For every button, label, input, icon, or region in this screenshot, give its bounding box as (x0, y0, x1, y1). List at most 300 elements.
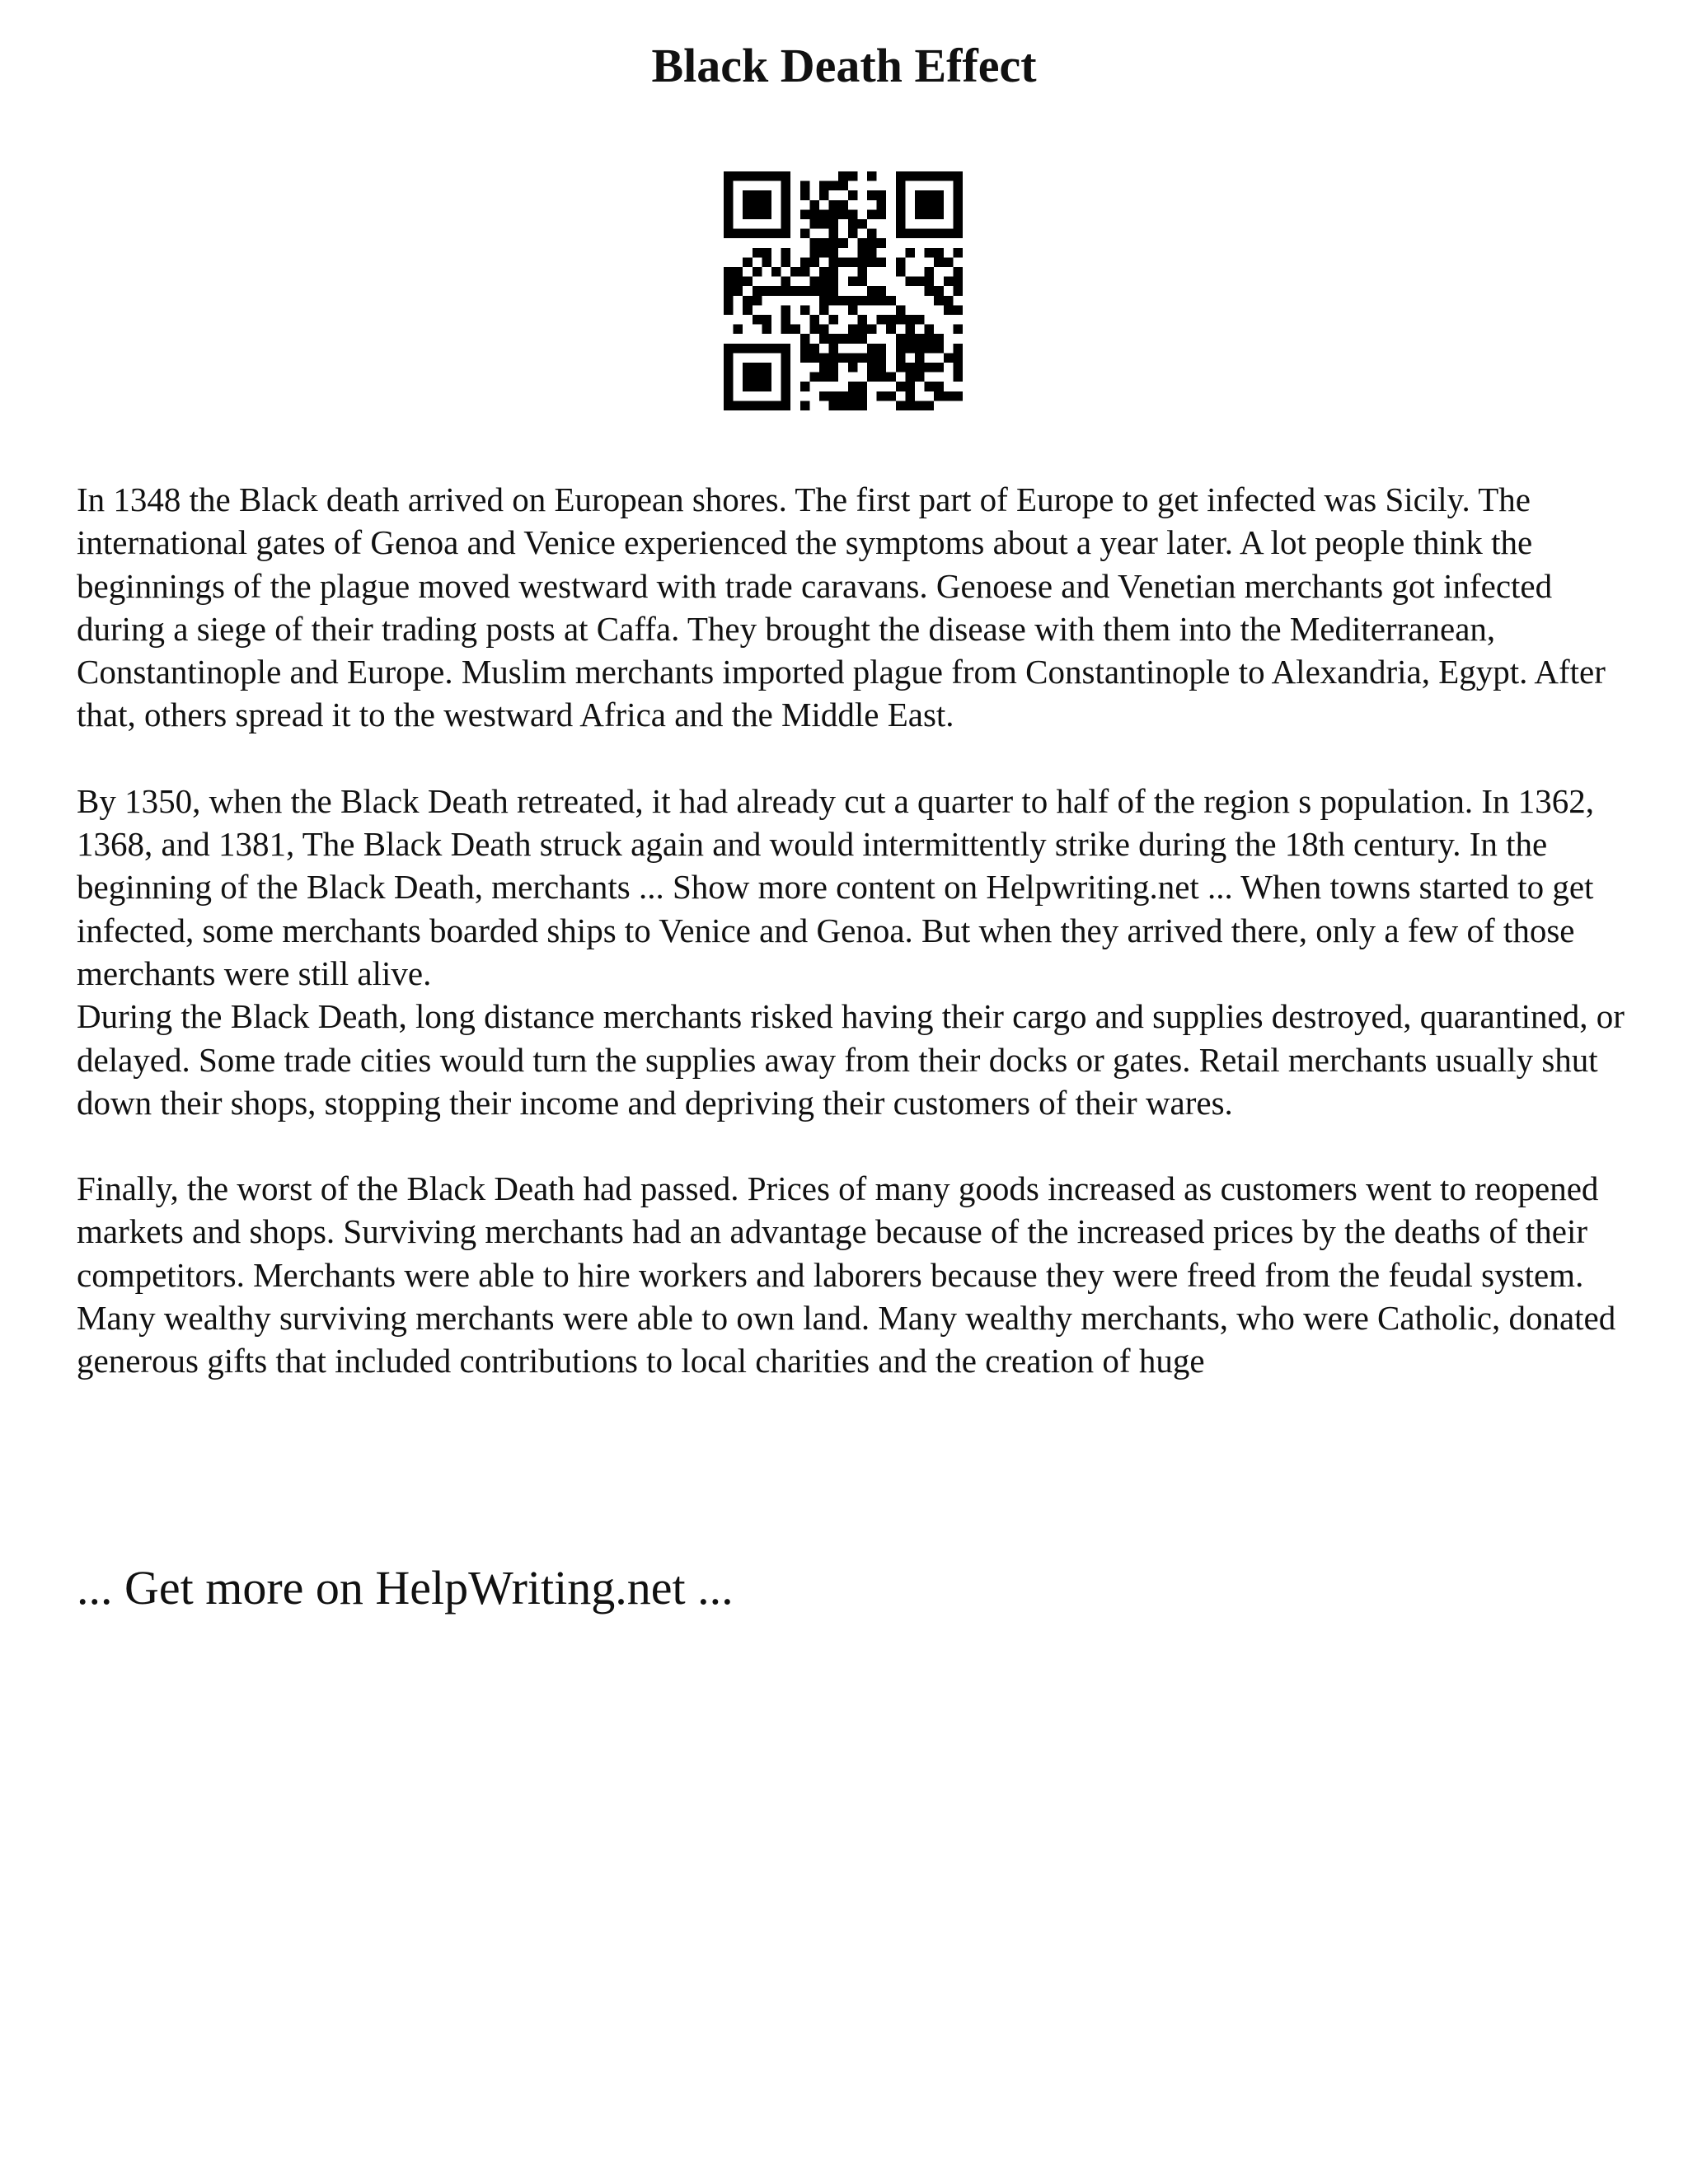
qr-module (838, 171, 848, 181)
qr-module (925, 334, 935, 344)
qr-module (771, 286, 781, 296)
qr-module (848, 229, 858, 239)
qr-module (781, 401, 791, 410)
qr-module (896, 181, 906, 191)
qr-module (896, 305, 906, 315)
qr-module (724, 296, 734, 306)
qr-module (753, 315, 762, 325)
qr-code-icon[interactable] (724, 171, 963, 410)
qr-module (896, 209, 906, 219)
qr-module (819, 267, 829, 277)
qr-module (829, 401, 839, 410)
qr-module (905, 229, 915, 239)
qr-module (944, 305, 954, 315)
qr-module (857, 267, 867, 277)
qr-module (800, 344, 810, 354)
qr-module (925, 401, 935, 410)
qr-module (934, 190, 944, 200)
qr-module (809, 325, 819, 335)
qr-module (800, 181, 810, 191)
paragraph-1: In 1348 the Black death arrived on European shores. The first part of Europe to get infected was Sicily. The international gates of Genoa and Venice experienced the symptoms about a year later. A lot people think the beginnings of the plague moved westward with trade caravans. Genoese and Venetian merchants got infected during a siege of their trading posts at Caffa. They brought the disease with them into the Mediterranean, Constantinople and Europe. Muslim merchants imported plague from Constantinople to Alexandria, Egypt. After that, others spread it to the westward Africa and the Middle East. (77, 480, 1606, 734)
qr-module (809, 209, 819, 219)
qr-module (753, 286, 762, 296)
qr-module (848, 277, 858, 287)
qr-module (724, 200, 734, 210)
paragraph-gap (77, 1124, 1626, 1167)
qr-module (809, 200, 819, 210)
qr-module (809, 286, 819, 296)
qr-module (829, 334, 839, 344)
qr-module (867, 257, 877, 267)
qr-module (734, 325, 743, 335)
qr-module (829, 391, 839, 401)
qr-module (905, 382, 915, 391)
qr-module (829, 267, 839, 277)
qr-module (762, 171, 771, 181)
qr-module (953, 344, 963, 354)
qr-module (724, 363, 734, 373)
qr-module (877, 344, 887, 354)
qr-module (771, 171, 781, 181)
qr-module (724, 373, 734, 382)
qr-module (905, 171, 915, 181)
qr-module (944, 277, 954, 287)
qr-module (781, 190, 791, 200)
qr-module (915, 353, 925, 363)
qr-module (753, 200, 762, 210)
qr-module (819, 305, 829, 315)
qr-module (819, 181, 829, 191)
qr-module (753, 190, 762, 200)
qr-module (953, 200, 963, 210)
qr-module (743, 296, 753, 306)
qr-module (809, 248, 819, 258)
qr-module (809, 277, 819, 287)
qr-module (915, 171, 925, 181)
qr-module (819, 219, 829, 229)
qr-module (915, 209, 925, 219)
qr-module (896, 382, 906, 391)
qr-module (762, 248, 771, 258)
qr-module (800, 257, 810, 267)
qr-module (944, 391, 954, 401)
qr-module (781, 391, 791, 401)
qr-module (743, 209, 753, 219)
qr-module (925, 171, 935, 181)
paragraph-gap (77, 737, 1626, 780)
qr-module (819, 248, 829, 258)
qr-module (925, 286, 935, 296)
qr-module (905, 277, 915, 287)
qr-module (934, 296, 944, 306)
qr-module (905, 315, 915, 325)
qr-module (944, 296, 954, 306)
qr-module (934, 344, 944, 354)
qr-module (734, 401, 743, 410)
qr-module (753, 229, 762, 239)
qr-module (781, 373, 791, 382)
qr-module (896, 401, 906, 410)
qr-module (762, 373, 771, 382)
qr-module (781, 209, 791, 219)
qr-module (781, 229, 791, 239)
qr-module (953, 305, 963, 315)
qr-code-graphic (724, 171, 963, 410)
qr-module (877, 315, 887, 325)
qr-module (753, 267, 762, 277)
qr-module (781, 315, 791, 325)
qr-module (809, 257, 819, 267)
qr-module (781, 200, 791, 210)
qr-module (800, 190, 810, 200)
qr-module (867, 229, 877, 239)
qr-module (819, 391, 829, 401)
qr-module (953, 373, 963, 382)
qr-module (867, 190, 877, 200)
qr-module (857, 296, 867, 306)
get-more-link[interactable]: ... Get more on HelpWriting.net ... (77, 1561, 734, 1615)
qr-module (724, 190, 734, 200)
qr-module (877, 286, 887, 296)
qr-module (896, 200, 906, 210)
qr-module (743, 373, 753, 382)
qr-module (724, 229, 734, 239)
qr-module (857, 391, 867, 401)
qr-module (848, 391, 858, 401)
qr-module (857, 248, 867, 258)
qr-module (734, 344, 743, 354)
qr-module (886, 391, 896, 401)
qr-module (848, 325, 858, 335)
qr-module (819, 353, 829, 363)
qr-module (753, 382, 762, 391)
qr-module (781, 305, 791, 315)
qr-module (829, 181, 839, 191)
qr-module (857, 277, 867, 287)
qr-module (734, 229, 743, 239)
qr-module (800, 353, 810, 363)
qr-module (762, 315, 771, 325)
qr-module (829, 200, 839, 210)
qr-module (915, 363, 925, 373)
qr-module (771, 344, 781, 354)
qr-module (925, 382, 935, 391)
paragraph-4: Finally, the worst of the Black Death had passed. Prices of many goods increased as customers went to reopened markets and shops. Surviving merchants had an advantage because of the increased prices by the deaths of their competitors. Merchants were able to hire workers and laborers because they were freed from the feudal system. Many wealthy surviving merchants were able to own land. Many wealthy merchants, who were Catholic, donated generous gifts that included contributions to local charities and the creation of huge (77, 1169, 1616, 1380)
qr-module (867, 238, 877, 248)
qr-module (743, 401, 753, 410)
qr-module (743, 190, 753, 200)
qr-module (944, 229, 954, 239)
qr-module (743, 344, 753, 354)
qr-module (753, 209, 762, 219)
qr-module (743, 382, 753, 391)
qr-module (944, 257, 954, 267)
qr-module (877, 209, 887, 219)
qr-module (953, 363, 963, 373)
qr-module (867, 344, 877, 354)
qr-module (734, 267, 743, 277)
qr-module (953, 229, 963, 239)
qr-module (953, 391, 963, 401)
qr-module (905, 363, 915, 373)
qr-module (925, 325, 935, 335)
qr-module (886, 373, 896, 382)
qr-module (848, 353, 858, 363)
qr-module (762, 190, 771, 200)
qr-module (743, 363, 753, 373)
qr-module (819, 277, 829, 287)
qr-module (934, 229, 944, 239)
qr-module (781, 277, 791, 287)
qr-module (743, 305, 753, 315)
qr-module (915, 277, 925, 287)
qr-module (934, 363, 944, 373)
qr-module (771, 401, 781, 410)
qr-module (724, 401, 734, 410)
qr-module (867, 373, 877, 382)
qr-module (934, 286, 944, 296)
qr-module (762, 325, 771, 335)
qr-module (925, 200, 935, 210)
qr-module (781, 344, 791, 354)
qr-module (743, 171, 753, 181)
qr-module (934, 200, 944, 210)
qr-module (953, 353, 963, 363)
qr-module (857, 325, 867, 335)
qr-module (848, 219, 858, 229)
qr-module (790, 267, 800, 277)
qr-module (953, 190, 963, 200)
qr-module (743, 200, 753, 210)
qr-module (934, 171, 944, 181)
qr-module (925, 363, 935, 373)
qr-module (905, 344, 915, 354)
qr-module (734, 171, 743, 181)
qr-module (753, 248, 762, 258)
qr-module (857, 353, 867, 363)
qr-module (809, 315, 819, 325)
qr-module (838, 257, 848, 267)
qr-module (934, 391, 944, 401)
qr-module (905, 325, 915, 335)
qr-module (829, 209, 839, 219)
qr-module (877, 363, 887, 373)
qr-module (877, 200, 887, 210)
qr-module (915, 190, 925, 200)
qr-module (877, 238, 887, 248)
qr-module (762, 344, 771, 354)
qr-module (877, 190, 887, 200)
qr-module (915, 200, 925, 210)
qr-module (896, 334, 906, 344)
qr-module (857, 219, 867, 229)
qr-module (753, 171, 762, 181)
qr-module (838, 334, 848, 344)
qr-module (790, 286, 800, 296)
qr-module (829, 286, 839, 296)
qr-module (781, 382, 791, 391)
qr-module (724, 277, 734, 287)
qr-module (800, 382, 810, 391)
qr-module (848, 401, 858, 410)
qr-module (838, 209, 848, 219)
qr-module (838, 391, 848, 401)
qr-module (867, 353, 877, 363)
qr-module (829, 248, 839, 258)
qr-module (857, 382, 867, 391)
qr-module (724, 344, 734, 354)
qr-module (753, 401, 762, 410)
qr-module (838, 296, 848, 306)
qr-module (829, 277, 839, 287)
qr-module (877, 353, 887, 363)
qr-module (857, 315, 867, 325)
qr-module (896, 353, 906, 363)
qr-module (848, 209, 858, 219)
qr-module (953, 267, 963, 277)
qr-module (925, 229, 935, 239)
qr-module (753, 344, 762, 354)
qr-module (915, 315, 925, 325)
qr-module (819, 209, 829, 219)
qr-module (867, 209, 877, 219)
qr-module (781, 171, 791, 181)
qr-module (905, 334, 915, 344)
qr-module (762, 401, 771, 410)
document-title: Black Death Effect (651, 39, 1037, 92)
qr-module (934, 382, 944, 391)
qr-module (819, 363, 829, 373)
qr-module (896, 344, 906, 354)
qr-module (829, 344, 839, 354)
qr-module (819, 286, 829, 296)
qr-module (867, 286, 877, 296)
qr-module (781, 363, 791, 373)
qr-module (724, 305, 734, 315)
qr-module (838, 181, 848, 191)
qr-module (877, 257, 887, 267)
qr-module (781, 219, 791, 229)
qr-module (896, 267, 906, 277)
qr-module (934, 248, 944, 258)
qr-module (877, 373, 887, 382)
qr-module (809, 344, 819, 354)
qr-module (809, 219, 819, 229)
qr-module (867, 363, 877, 373)
qr-module (896, 219, 906, 229)
qr-module (743, 229, 753, 239)
qr-module (829, 229, 839, 239)
qr-module (905, 391, 915, 401)
qr-module (829, 296, 839, 306)
qr-module (934, 334, 944, 344)
qr-module (781, 248, 791, 258)
qr-module (800, 286, 810, 296)
qr-module (762, 382, 771, 391)
qr-module (829, 257, 839, 267)
qr-module (819, 334, 829, 344)
qr-module (829, 373, 839, 382)
qr-module (915, 344, 925, 354)
qr-module (781, 257, 791, 267)
qr-module (800, 209, 810, 219)
qr-module (934, 209, 944, 219)
qr-module (800, 401, 810, 410)
qr-module (800, 305, 810, 315)
qr-module (944, 171, 954, 181)
qr-module (781, 286, 791, 296)
qr-module (790, 325, 800, 335)
qr-module (925, 267, 935, 277)
qr-module (724, 219, 734, 229)
qr-module (867, 296, 877, 306)
qr-module (762, 257, 771, 267)
qr-module (896, 171, 906, 181)
qr-module (867, 325, 877, 335)
qr-module (781, 181, 791, 191)
qr-module (848, 363, 858, 373)
qr-module (734, 286, 743, 296)
qr-module (800, 267, 810, 277)
qr-module (838, 353, 848, 363)
qr-module (953, 325, 963, 335)
paragraph-3: During the Black Death, long distance merchants risked having their cargo and supplies destroyed, quarantined, or delayed. Some trade cities would turn the supplies away from their docks or gates. Retail merchants usually shut down their shops, stopping their income and depriving their customers of their wares. (77, 997, 1625, 1122)
qr-module (886, 325, 896, 335)
qr-module (724, 209, 734, 219)
paragraph-2: By 1350, when the Black Death retreated, it had already cut a quarter to half of the region s population. In 1362, 1368, and 1381, The Black Death struck again and would intermittently strike during the 18th century. In the beginning of the Black Death, merchants ... Show more content on Helpwriting.net ... When towns started to get infected, some merchants boarded ships to Venice and Genoa. But when they arrived there, only a few of those merchants were still alive. (77, 781, 1594, 992)
qr-module (848, 190, 858, 200)
qr-module (753, 363, 762, 373)
qr-module (819, 325, 829, 335)
qr-module (915, 334, 925, 344)
qr-module (925, 344, 935, 354)
qr-module (800, 334, 810, 344)
document-body (77, 478, 1626, 1383)
qr-module (829, 363, 839, 373)
qr-module (838, 401, 848, 410)
qr-module (896, 315, 906, 325)
qr-module (857, 334, 867, 344)
qr-module (724, 353, 734, 363)
qr-module (915, 229, 925, 239)
qr-module (762, 363, 771, 373)
qr-module (905, 248, 915, 258)
qr-module (934, 257, 944, 267)
qr-module (848, 171, 858, 181)
qr-module (724, 391, 734, 401)
qr-module (762, 209, 771, 219)
qr-module (753, 373, 762, 382)
qr-module (829, 353, 839, 363)
qr-module (896, 229, 906, 239)
qr-module (724, 286, 734, 296)
qr-module (925, 209, 935, 219)
qr-module (944, 353, 954, 363)
qr-module (724, 267, 734, 277)
qr-module (848, 296, 858, 306)
qr-module (800, 229, 810, 239)
qr-module (781, 325, 791, 335)
qr-module (771, 229, 781, 239)
qr-module (724, 382, 734, 391)
qr-module (753, 296, 762, 306)
qr-module (953, 219, 963, 229)
qr-module (809, 373, 819, 382)
qr-module (896, 190, 906, 200)
qr-module (915, 373, 925, 382)
qr-module (905, 373, 915, 382)
qr-module (953, 181, 963, 191)
